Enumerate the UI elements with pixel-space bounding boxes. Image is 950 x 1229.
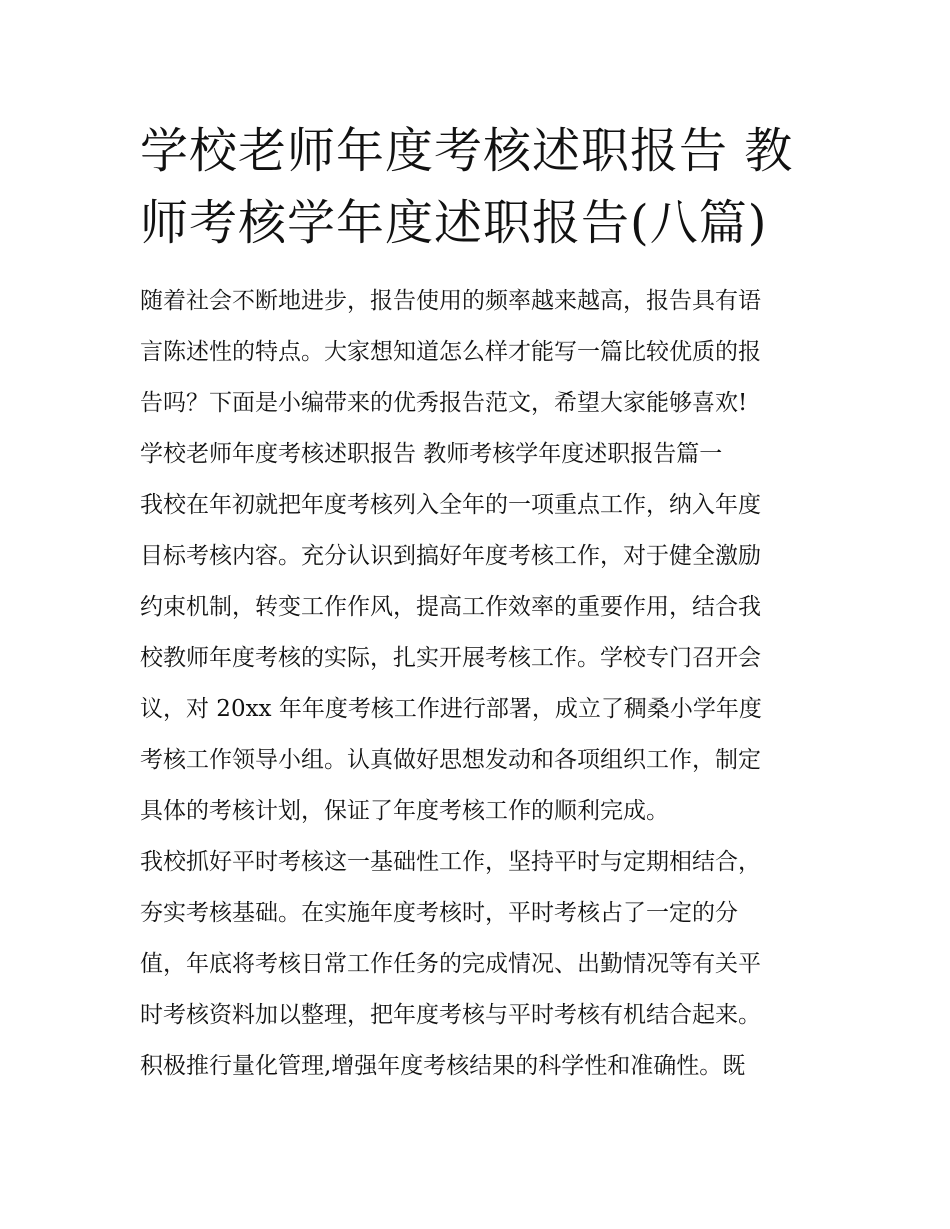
body-line: 我校在年初就把年度考核列入全年的一项重点工作，纳入年度 — [140, 492, 761, 518]
body-line: 具体的考核计划，保证了年度考核工作的顺利完成。 — [140, 798, 669, 824]
body-line: 夯实考核基础。在实施年度考核时，平时考核占了一定的分 — [140, 900, 738, 926]
title-line: 学校老师年度考核述职报告 教 — [140, 123, 794, 179]
body-line: 时考核资料加以整理，把年度考核与平时考核有机结合起来。 — [140, 1002, 761, 1028]
document-title — [140, 115, 820, 259]
body-line: 告吗？下面是小编带来的优秀报告范文，希望大家能够喜欢! — [140, 390, 748, 416]
body-line: 言陈述性的特点。大家想知道怎么样才能写一篇比较优质的报 — [140, 339, 761, 365]
body-line: 约束机制，转变工作作风，提高工作效率的重要作用，结合我 — [140, 594, 761, 620]
title-line: 师考核学年度述职报告(八篇) — [140, 195, 768, 251]
body-line: 随着社会不断地进步，报告使用的频率越来越高，报告具有语 — [140, 288, 761, 314]
body-line: 我校抓好平时考核这一基础性工作，坚持平时与定期相结合， — [140, 849, 761, 875]
body-line: 考核工作领导小组。认真做好思想发动和各项组织工作，制定 — [140, 747, 761, 773]
body-line: 值，年底将考核日常工作任务的完成情况、出勤情况等有关平 — [140, 951, 761, 977]
body-line: 目标考核内容。充分认识到搞好年度考核工作，对于健全激励 — [140, 543, 761, 569]
section-heading: 学校老师年度考核述职报告 教师考核学年度述职报告篇一 — [140, 441, 723, 467]
document-body — [140, 283, 820, 1099]
body-line: 议，对 20xx 年年度考核工作进行部署，成立了稠桑小学年度 — [140, 696, 762, 722]
body-line: 积极推行量化管理,增强年度考核结果的科学性和准确性。既 — [140, 1053, 746, 1079]
body-line: 校教师年度考核的实际，扎实开展考核工作。学校专门召开会 — [140, 645, 761, 671]
